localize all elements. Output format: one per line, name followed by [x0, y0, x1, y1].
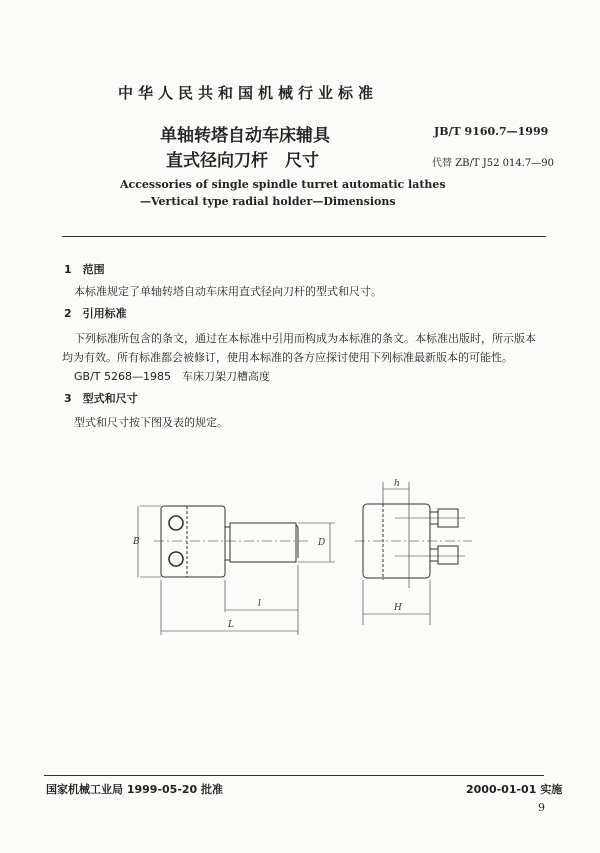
front-view	[138, 506, 335, 635]
dim-label-B: B	[133, 537, 140, 547]
standard-code: JB/T 9160.7—1999	[434, 125, 549, 138]
replaces-standard: 代替 ZB/T J52 014.7—90	[432, 158, 554, 169]
implementation-date: 2000-01-01 实施	[466, 783, 563, 796]
page-number: 9	[538, 801, 545, 814]
section-2-body-line-2: 均为有效。所有标准都会被修订，使用本标准的各方应探讨使用下列标准最新版本的可能性。	[62, 351, 513, 364]
section-3-body: 型式和尺寸按下图及表的规定。	[74, 416, 228, 429]
screw-head-icon	[169, 552, 183, 566]
section-1-body: 本标准规定了单轴转塔自动车床用直式径向刀杆的型式和尺寸。	[74, 285, 382, 298]
title-line-2: 直式径向刀杆 尺寸	[166, 151, 319, 171]
section-2-body-line-1: 下列标准所包含的条文，通过在本标准中引用而构成为本标准的条文。本标准出版时，所示版本	[74, 332, 536, 345]
dim-label-l: l	[258, 599, 261, 609]
screw-head-icon	[169, 516, 183, 530]
dim-label-D: D	[318, 538, 326, 548]
english-title-line-1: Accessories of single spindle turret automatic lathes	[120, 178, 446, 191]
approval-info: 国家机械工业局 1999-05-20 批准	[46, 783, 224, 796]
dim-label-L: L	[228, 620, 234, 630]
section-1-heading: 1 范围	[64, 263, 105, 276]
footer-divider	[44, 775, 544, 776]
standard-category-header: 中华人民共和国机械行业标准	[118, 84, 379, 102]
dim-label-h: h	[394, 479, 400, 489]
section-2-heading: 2 引用标准	[64, 307, 127, 320]
title-line-1: 单轴转塔自动车床辅具	[160, 126, 330, 146]
referenced-standard: GB/T 5268—1985 车床刀架刀槽高度	[74, 370, 270, 383]
dim-label-H: H	[394, 603, 402, 613]
english-title-line-2: —Vertical type radial holder—Dimensions	[140, 195, 396, 208]
side-view	[355, 482, 472, 625]
section-3-heading: 3 型式和尺寸	[64, 392, 138, 405]
